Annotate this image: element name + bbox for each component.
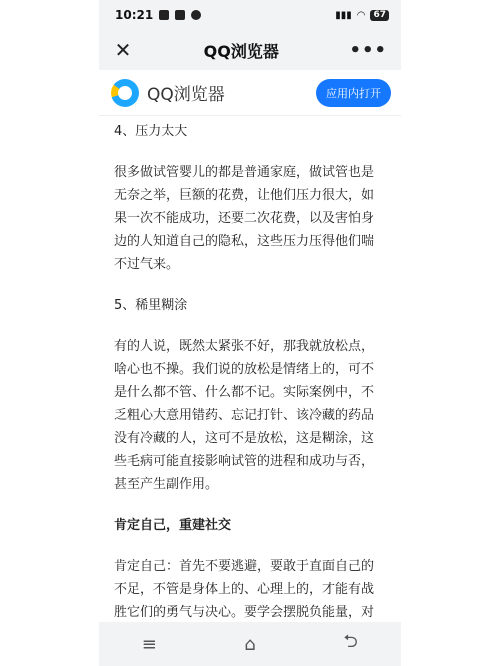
app-notification-icon [175,10,185,20]
section-heading-6: 肯定自己，重建社交 [114,518,232,533]
browser-top-bar [99,30,401,70]
phone-screen [99,0,401,666]
status-bar [99,0,401,30]
section-heading-4: 4、压力太大 [114,124,188,139]
close-button[interactable]: ✕ [114,38,132,62]
home-icon[interactable]: ⌂ [244,633,256,655]
paragraph-6: 肯定自己：首先不要逃避，要敢于直面自己的不足，不管是身体上的、心理上的，才能有战胜它们的勇气与决心。要学会摆脱负能量，对 [114,559,375,620]
qq-browser-logo-icon [111,79,139,107]
paragraph-5: 有的人说，既然太紧张不好，那我就放松点，啥心也不操。我们说的放松是情绪上的，可不是什么都不管、什么都不记。实际案例中，不乏粗心大意用错药、忘记打针、该冷藏的药品没有冷藏的人，这可不是放松，这是糊涂，这些毛病可能直接影响试管的进程和成功与否，甚至产生副作用。 [114,339,375,492]
paragraph-4: 很多做试管婴儿的都是普通家庭，做试管也是无奈之举，巨额的花费，让他们压力很大，如果一次不能成功，还要二次花费，以及害怕身边的人知道自己的隐私，这些压力压得他们喘不过气来。 [114,165,375,272]
brand [111,79,225,107]
system-nav-bar [99,622,401,666]
back-icon[interactable]: ⮌ [343,631,358,652]
menu-icon[interactable]: ≡ [141,633,157,655]
app-banner [99,70,401,116]
more-options-button[interactable]: ••• [349,39,387,61]
wifi-icon: ◠ [356,9,366,21]
battery-icon: 67 [370,10,389,21]
notification-icon [159,10,169,20]
brand-name: QQ浏览器 [147,85,225,105]
open-in-app-button[interactable]: 应用内打开 [316,79,391,107]
status-left [115,8,201,22]
section-heading-5: 5、稀里糊涂 [114,298,188,313]
signal-icon: ▮▮▮ [335,9,352,21]
status-time: 10:21 [115,8,154,22]
article-content [99,116,401,622]
status-right [335,10,389,21]
page-title: QQ浏览器 [203,41,279,61]
compass-icon [191,10,201,20]
